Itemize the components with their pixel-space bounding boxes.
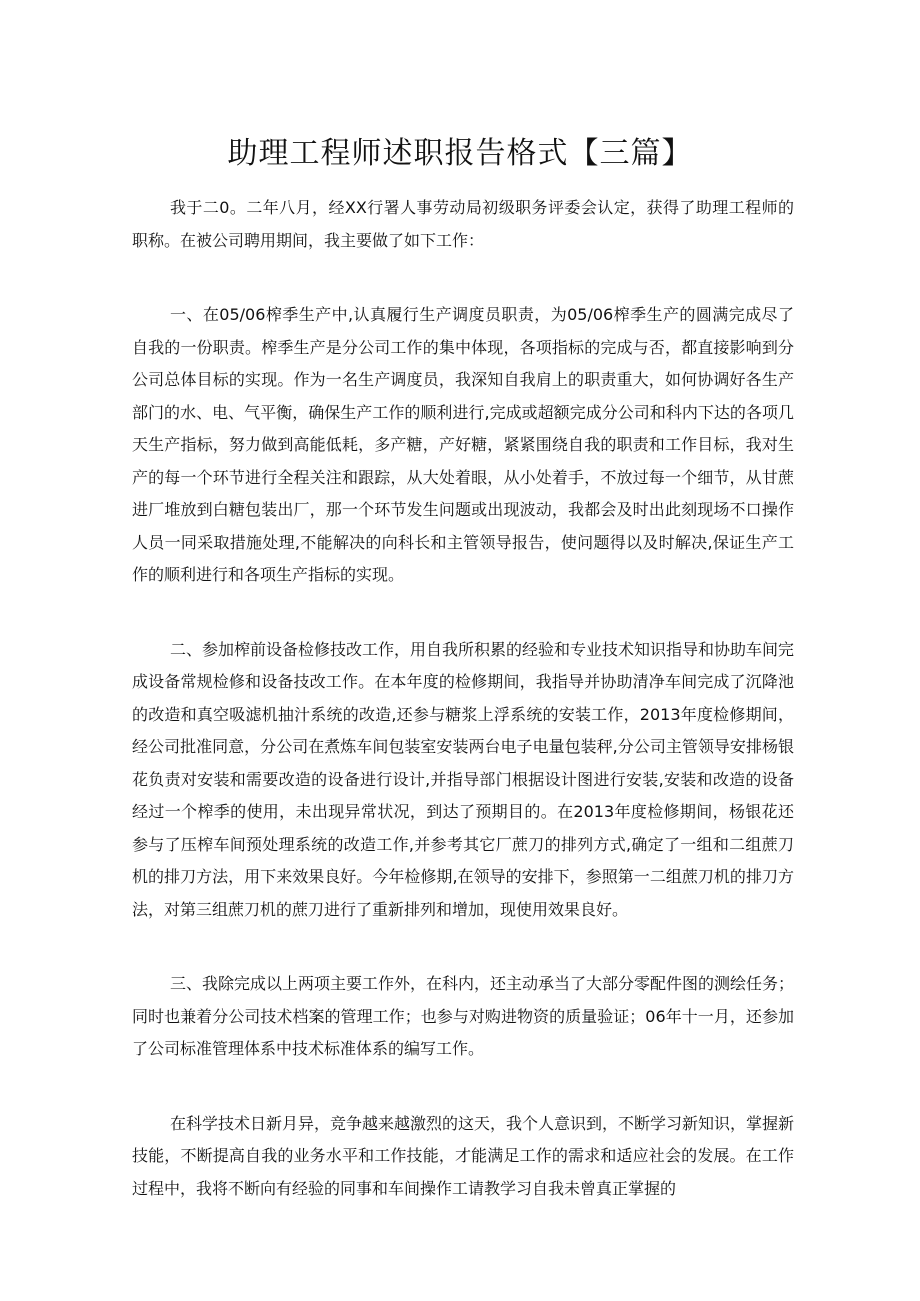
paragraph-intro: 我于二0。二年八月，经XX行署人事劳动局初级职务评委会认定，获得了助理工程师的职称。在被公司聘用期间，我主要做了如下工作：: [132, 198, 794, 250]
paragraph-section-two: 二、参加榨前设备检修技改工作，用自我所积累的经验和专业技术知识指导和协助车间完成设备常规检修和设备技改工作。在本年度的检修期间，我指导并协助清净车间完成了沉降池的改造和真空吸滤机抽汁系统的改造,还参与糖浆上浮系统的安装工作，2013年度检修期间，经公司批准同意，分公司在煮炼车间包装室安装两台电子电量包装秤,分公司主管领导安排杨银花负责对安装和需要改造的设备进行设计,并指导部门根据设计图进行安装,安装和改造的设备经过一个榨季的使用，未出现异常状况，到达了预期目的。在2013年度检修期间，杨银花还参与了压榨车间预处理系统的改造工作,并参考其它厂蔗刀的排列方式,确定了一组和二组蔗刀机的排刀方法，用下来效果良好。今年检修期,在领导的安排下，参照第一二组蔗刀机的排刀方法，对第三组蔗刀机的蔗刀进行了重新排列和增加，现使用效果良好。: [132, 639, 795, 919]
document-body: [132, 192, 794, 1247]
paragraph-section-three: 三、我除完成以上两项主要工作外，在科内，还主动承当了大部分零配件图的测绘任务；同时也兼着分公司技术档案的管理工作；也参与对购进物资的质量验证；06年十一月，还参加了公司标准管理体系中技术标准体系的编写工作。: [132, 974, 795, 1058]
paragraph-section-one: 一、在05/06榨季生产中,认真履行生产调度员职责，为05/06榨季生产的圆满完成尽了自我的一份职责。榨季生产是分公司工作的集中体现，各项指标的完成与否，都直接影响到分公司总体目标的实现。作为一名生产调度员，我深知自我肩上的职责重大，如何协调好各生产部门的水、电、气平衡，确保生产工作的顺利进行,完成或超额完成分公司和科内下达的各项几天生产指标，努力做到高能低耗，多产糖，产好糖，紧紧围绕自我的职责和工作目标，我对生产的每一个环节进行全程关注和跟踪，从大处着眼，从小处着手，不放过每一个细节，从甘蔗进厂堆放到白糖包装出厂，那一个环节发生问题或出现波动，我都会及时出此刻现场不口操作人员一同采取措施处理,不能解决的向科长和主管领导报告，使问题得以及时解决,保证生产工作的顺利进行和各项生产指标的实现。: [132, 305, 794, 584]
paragraph-closing: 在科学技术日新月异，竞争越来越激烈的这天，我个人意识到，不断学习新知识，掌握新技能，不断提高自我的业务水平和工作技能，才能满足工作的需求和适应社会的发展。在工作过程中，我将不断向有经验的同事和车间操作工请教学习自我未曾真正掌握的: [132, 1113, 795, 1198]
document-title: 助理工程师述职报告格式【三篇】: [227, 136, 693, 171]
